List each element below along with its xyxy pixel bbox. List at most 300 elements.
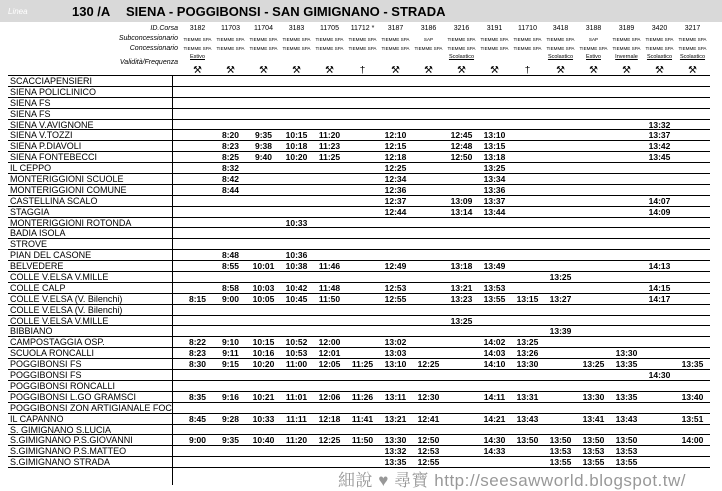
departure-time: 10:33: [285, 217, 308, 228]
departure-time: 13:55: [615, 457, 638, 468]
stop-name: STROVE: [10, 239, 48, 250]
stop-name: BADIA ISOLA: [10, 228, 66, 239]
departure-time: 10:53: [285, 348, 308, 359]
departure-time: 13:10: [483, 130, 506, 141]
departure-time: 13:34: [483, 174, 506, 185]
departure-time: 13:31: [516, 391, 539, 402]
departure-time: 11:41: [351, 413, 374, 424]
stop-name: S.GIMIGNANO P.S.MATTEO: [10, 446, 127, 457]
stop-row: [8, 228, 710, 239]
departure-time: 12:25: [417, 359, 440, 370]
concessionario: TIEMME SPA: [414, 46, 443, 51]
departure-time: 8:48: [221, 250, 239, 261]
stop-name: CASTELLINA SCALO: [10, 195, 98, 206]
stop-name: SIENA POLICLINICO: [10, 86, 97, 97]
departure-time: 11:46: [318, 261, 341, 272]
validita: Scolastico: [448, 54, 475, 60]
departure-time: 12:10: [384, 130, 407, 141]
subconcessionario: TIEMME SPA: [447, 37, 476, 42]
departure-time: 13:35: [615, 391, 638, 402]
run-id: 3191: [486, 25, 503, 32]
departure-time: 12:41: [417, 413, 440, 424]
run-id: 11710: [518, 25, 537, 32]
departure-time: 12:55: [384, 293, 407, 304]
hammer-icon: ⚒: [292, 66, 301, 75]
departure-time: 10:20: [285, 152, 308, 163]
departure-time: 9:40: [254, 152, 272, 163]
departure-time: 13:25: [450, 315, 473, 326]
subconcessionario: TIEMME SPA: [282, 37, 311, 42]
stop-name: SCACCIAPENSIERI: [10, 76, 93, 86]
departure-time: 14:09: [648, 206, 671, 217]
departure-time: 10:36: [285, 250, 308, 261]
departure-time: 8:45: [188, 413, 206, 424]
stop-name: STAGGIA: [10, 206, 50, 217]
run-id: 3217: [684, 25, 701, 32]
departure-time: 11:25: [351, 359, 374, 370]
departure-time: 11:20: [285, 435, 308, 446]
departure-time: 10:03: [252, 282, 275, 293]
departure-time: 9:38: [254, 141, 272, 152]
departure-time: 13:42: [648, 141, 671, 152]
departure-time: 8:35: [188, 391, 206, 402]
stop-name: BIBBIANO: [10, 326, 53, 337]
departure-time: 12:15: [384, 141, 407, 152]
stop-row: [8, 98, 710, 109]
validita: Scolastico: [679, 54, 706, 60]
run-id: 3182: [189, 25, 206, 32]
run-id: 3418: [552, 25, 569, 32]
departure-time: 12:00: [318, 337, 341, 348]
departure-time: 13:49: [483, 261, 506, 272]
departure-time: 12:36: [384, 184, 407, 195]
stop-name: COLLE V.ELSA (V. Bilenchi): [10, 293, 123, 304]
stop-name: POGGIBONSI L.GO GRAMSCI: [10, 391, 137, 402]
hammer-icon: ⚒: [556, 66, 565, 75]
departure-time: 13:50: [615, 435, 638, 446]
stop-name: MONTERIGGIONI ROTONDA: [10, 217, 132, 228]
departure-time: 10:40: [252, 435, 275, 446]
stop-name: SIENA FS: [10, 108, 51, 119]
departure-time: 13:43: [615, 413, 638, 424]
concessionario: TIEMME SPA: [513, 46, 542, 51]
departure-time: 10:20: [252, 359, 275, 370]
stop-name: BELVEDERE: [10, 261, 64, 272]
concessionario: TIEMME SPA: [249, 46, 278, 51]
stop-name: MONTERIGGIONI SCUOLE: [10, 174, 124, 185]
watermark: 細說 ♥ 尋寶 http://seesawworld.blogspot.tw/: [338, 471, 686, 490]
departure-time: 12:25: [384, 163, 407, 174]
departure-time: 8:20: [221, 130, 239, 141]
departure-time: 9:35: [254, 130, 272, 141]
hammer-icon: ⚒: [193, 66, 202, 75]
departure-time: 8:25: [221, 152, 239, 163]
hammer-icon: ⚒: [259, 66, 268, 75]
subconcessionario: TIEMME SPA: [381, 37, 410, 42]
departure-time: 13:53: [615, 446, 638, 457]
departure-time: 13:14: [450, 206, 473, 217]
stop-name: MONTERIGGIONI COMUNE: [10, 184, 127, 195]
departure-time: 13:23: [450, 293, 473, 304]
departure-time: 11:20: [318, 130, 341, 141]
departure-time: 13:18: [450, 261, 473, 272]
departure-time: 13:35: [615, 359, 638, 370]
departure-time: 14:11: [483, 391, 506, 402]
departure-time: 9:28: [221, 413, 239, 424]
stop-row: [8, 141, 710, 152]
stop-row: [8, 294, 710, 305]
validita: Invernale: [615, 54, 638, 60]
departure-time: 12:50: [417, 435, 440, 446]
stop-name: SIENA V.AVIGNONE: [10, 119, 94, 130]
stop-name: POGGIBONSI RONCALLI: [10, 380, 116, 391]
concessionario: TIEMME SPA: [645, 46, 674, 51]
run-id: 3187: [387, 25, 404, 32]
departure-time: 12:49: [384, 261, 407, 272]
concessionario-row: [181, 44, 711, 53]
validita: Scolastico: [547, 54, 574, 60]
concessionario: TIEMME SPA: [579, 46, 608, 51]
stop-row: [8, 239, 710, 250]
frequency-icon-row: [181, 66, 711, 75]
stop-row: [8, 152, 710, 163]
run-id: 11705: [320, 25, 339, 32]
stop-row: [8, 403, 710, 414]
departure-time: 8:44: [221, 184, 239, 195]
concessionario: TIEMME SPA: [315, 46, 344, 51]
departure-time: 13:26: [516, 348, 539, 359]
departure-time: 13:51: [681, 413, 704, 424]
departure-time: 12:06: [318, 391, 341, 402]
subconcessionario: SAP: [588, 37, 599, 42]
departure-time: 13:30: [516, 359, 539, 370]
departure-time: 12:55: [417, 457, 440, 468]
departure-time: 14:03: [483, 348, 506, 359]
subconcessionario-label: Subconcessionario: [118, 35, 178, 42]
departure-time: 14:00: [681, 435, 704, 446]
departure-time: 10:15: [252, 337, 275, 348]
run-id: 3420: [651, 25, 668, 32]
stop-row: [8, 87, 710, 98]
timetable-header: [0, 0, 722, 22]
departure-time: 14:13: [648, 261, 671, 272]
hammer-icon: ⚒: [688, 66, 697, 75]
departure-time: 13:15: [483, 141, 506, 152]
departure-time: 11:50: [318, 293, 341, 304]
departure-time: 8:42: [221, 174, 239, 185]
departure-time: 11:11: [286, 413, 307, 424]
departure-time: 11:23: [318, 141, 341, 152]
run-id: 11704: [254, 25, 273, 32]
departure-time: 13:32: [648, 119, 671, 130]
subconcessionario: TIEMME SPA: [546, 37, 575, 42]
subconcessionario: TIEMME SPA: [612, 37, 641, 42]
departure-time: 12:53: [384, 282, 407, 293]
departure-time: 10:15: [285, 130, 308, 141]
cross-icon: †: [359, 66, 366, 75]
departure-time: 13:15: [516, 293, 539, 304]
departure-time: 13:50: [549, 435, 572, 446]
stop-row: [8, 250, 710, 261]
departure-time: 13:21: [384, 413, 407, 424]
validita-row: [181, 53, 711, 62]
departure-time: 9:00: [221, 293, 239, 304]
departure-time: 8:32: [221, 163, 239, 174]
subconcessionario-row: [181, 35, 711, 44]
departure-time: 10:52: [285, 337, 308, 348]
departure-time: 9:15: [221, 359, 239, 370]
run-id: 11703: [221, 25, 240, 32]
departure-time: 13:21: [450, 282, 473, 293]
run-id: 3183: [288, 25, 305, 32]
departure-time: 13:53: [483, 282, 506, 293]
concessionario: TIEMME SPA: [612, 46, 641, 51]
departure-time: 14:30: [648, 370, 671, 381]
cross-icon: †: [524, 66, 531, 75]
stop-row: [8, 76, 710, 87]
departure-time: 12:01: [318, 348, 341, 359]
hammer-icon: ⚒: [226, 66, 235, 75]
departure-time: 10:45: [285, 293, 308, 304]
stop-name: SIENA V.TOZZI: [10, 130, 73, 141]
stop-row: [8, 316, 710, 327]
departure-time: 13:25: [483, 163, 506, 174]
departure-time: 12:34: [384, 174, 407, 185]
concessionario: TIEMME SPA: [183, 46, 212, 51]
departure-time: 13:36: [483, 184, 506, 195]
departure-time: 13:25: [549, 272, 572, 283]
run-id-row: [181, 24, 711, 33]
departure-time: 11:50: [351, 435, 374, 446]
departure-time: 9:35: [221, 435, 239, 446]
validita: Estivo: [190, 54, 205, 60]
run-id: 3189: [618, 25, 635, 32]
stop-name: POGGIBONSI ZON ARTIGIANALE FOC: [10, 402, 172, 413]
departure-time: 14:30: [483, 435, 506, 446]
stop-row: [8, 348, 710, 359]
departure-time: 10:21: [252, 391, 275, 402]
stop-row: [8, 392, 710, 403]
departure-time: 11:00: [285, 359, 308, 370]
departure-time: 13:43: [516, 413, 539, 424]
stop-row: [8, 283, 710, 294]
stop-row: [8, 370, 710, 381]
stop-row: [8, 261, 710, 272]
departure-time: 9:16: [221, 391, 239, 402]
departure-time: 12:18: [318, 413, 341, 424]
departure-time: 8:30: [188, 359, 206, 370]
column-divider: [172, 75, 173, 485]
departure-time: 11:01: [285, 391, 308, 402]
stop-row: [8, 326, 710, 337]
departure-time: 10:38: [285, 261, 308, 272]
stop-row: [8, 109, 710, 120]
concessionario-label: Concessionario: [129, 45, 178, 52]
departure-time: 12:05: [318, 359, 341, 370]
line-number: 130 /A: [72, 4, 111, 19]
stop-name: S.GIMIGNANO P.S.GIOVANNI: [10, 435, 133, 446]
hammer-icon: ⚒: [391, 66, 400, 75]
stop-name: POGGIBONSI FS: [10, 359, 82, 370]
subconcessionario: SAP: [423, 37, 434, 42]
departure-time: 13:25: [516, 337, 539, 348]
departure-time: 8:15: [188, 293, 206, 304]
stop-name: SIENA P.DIAVOLI: [10, 141, 82, 152]
stop-row: [8, 207, 710, 218]
departure-time: 12:44: [384, 206, 407, 217]
stop-row: [8, 381, 710, 392]
validita: Scolastico: [646, 54, 673, 60]
departure-time: 13:18: [483, 152, 506, 163]
departure-time: 8:23: [221, 141, 239, 152]
concessionario: TIEMME SPA: [348, 46, 377, 51]
departure-time: 10:16: [252, 348, 275, 359]
stop-name: COLLE V.ELSA V.MILLE: [10, 272, 109, 283]
departure-time: 13:53: [582, 446, 605, 457]
departure-time: 12:18: [384, 152, 407, 163]
stop-name: S. GIMIGNANO S.LUCIA: [10, 424, 112, 435]
stop-name: S.GIMIGNANO STRADA: [10, 457, 111, 468]
stop-name: SIENA FS: [10, 97, 51, 108]
departure-time: 13:35: [681, 359, 704, 370]
departure-time: 14:07: [648, 195, 671, 206]
subconcessionario: TIEMME SPA: [249, 37, 278, 42]
departure-time: 11:48: [318, 282, 341, 293]
stop-row: [8, 414, 710, 425]
concessionario: TIEMME SPA: [216, 46, 245, 51]
departure-time: 13:35: [384, 457, 407, 468]
departure-time: 12:45: [450, 130, 473, 141]
stop-name: PIAN DEL CASONE: [10, 250, 92, 261]
concessionario: TIEMME SPA: [678, 46, 707, 51]
departure-time: 11:25: [318, 152, 341, 163]
validita: Estivo: [586, 54, 601, 60]
departure-time: 14:33: [483, 446, 506, 457]
stop-name: CAMPOSTAGGIA OSP.: [10, 337, 105, 348]
stop-row: [8, 425, 710, 436]
stop-row: [8, 446, 710, 457]
departure-time: 12:30: [417, 391, 440, 402]
departure-time: 13:37: [648, 130, 671, 141]
departure-time: 12:25: [318, 435, 341, 446]
departure-time: 13:03: [384, 348, 407, 359]
departure-time: 13:37: [483, 195, 506, 206]
departure-time: 12:50: [450, 152, 473, 163]
concessionario: TIEMME SPA: [447, 46, 476, 51]
departure-time: 13:25: [582, 359, 605, 370]
concessionario: TIEMME SPA: [381, 46, 410, 51]
departure-time: 8:55: [221, 261, 239, 272]
subconcessionario: TIEMME SPA: [480, 37, 509, 42]
validita-label: Validità/Frequenza: [119, 59, 178, 66]
departure-time: 14:15: [648, 282, 671, 293]
concessionario: TIEMME SPA: [480, 46, 509, 51]
concessionario: TIEMME SPA: [282, 46, 311, 51]
departure-time: 8:23: [188, 348, 206, 359]
departure-time: 9:00: [188, 435, 206, 446]
departure-time: 9:10: [221, 337, 239, 348]
departure-time: 13:55: [549, 457, 572, 468]
departure-time: 13:55: [582, 457, 605, 468]
hammer-icon: ⚒: [457, 66, 466, 75]
stop-row: [8, 163, 710, 174]
departure-time: 13:50: [582, 435, 605, 446]
departure-time: 13:55: [483, 293, 506, 304]
departure-time: 13:44: [483, 206, 506, 217]
departure-time: 13:30: [582, 391, 605, 402]
run-id: 3186: [420, 25, 437, 32]
departure-time: 13:40: [681, 391, 704, 402]
departure-time: 13:41: [582, 413, 605, 424]
departure-time: 12:37: [384, 195, 407, 206]
stop-row: [8, 174, 710, 185]
timetable-grid: [8, 75, 710, 468]
linea-label: Linea: [8, 7, 28, 16]
stop-row: [8, 130, 710, 141]
stop-name: COLLE V.ELSA (V. Bilenchi): [10, 304, 123, 315]
stop-name: COLLE V.ELSA V.MILLE: [10, 315, 109, 326]
subconcessionario: TIEMME SPA: [678, 37, 707, 42]
stop-row: [8, 185, 710, 196]
departure-time: 8:22: [188, 337, 206, 348]
departure-time: 13:30: [384, 435, 407, 446]
stop-name: POGGIBONSI FS: [10, 370, 82, 381]
hammer-icon: ⚒: [655, 66, 664, 75]
stop-row: [8, 218, 710, 229]
departure-time: 10:33: [252, 413, 275, 424]
stop-name: COLLE CALP: [10, 282, 66, 293]
departure-time: 10:05: [252, 293, 275, 304]
stop-row: [8, 272, 710, 283]
run-id: 3216: [453, 25, 470, 32]
run-id: 11712 *: [350, 25, 375, 32]
departure-time: 13:11: [384, 391, 407, 402]
departure-time: 14:21: [483, 413, 506, 424]
departure-time: 14:17: [648, 293, 671, 304]
stop-name: SCUOLA RONCALLI: [10, 348, 95, 359]
stop-row: [8, 337, 710, 348]
subconcessionario: TIEMME SPA: [348, 37, 377, 42]
departure-time: 10:42: [285, 282, 308, 293]
stop-row: [8, 120, 710, 131]
departure-time: 11:26: [351, 391, 374, 402]
departure-time: 14:02: [483, 337, 506, 348]
concessionario: TIEMME SPA: [546, 46, 575, 51]
departure-time: 12:53: [417, 446, 440, 457]
stop-row: [8, 196, 710, 207]
subconcessionario: TIEMME SPA: [216, 37, 245, 42]
hammer-icon: ⚒: [325, 66, 334, 75]
hammer-icon: ⚒: [589, 66, 598, 75]
departure-time: 13:30: [615, 348, 638, 359]
departure-time: 13:39: [549, 326, 572, 337]
subconcessionario: TIEMME SPA: [645, 37, 674, 42]
hammer-icon: ⚒: [490, 66, 499, 75]
stop-row: [8, 359, 710, 370]
run-id: 3188: [585, 25, 602, 32]
departure-time: 9:11: [222, 348, 239, 359]
stop-name: IL CEPPO: [10, 163, 52, 174]
departure-time: 10:01: [252, 261, 275, 272]
hammer-icon: ⚒: [622, 66, 631, 75]
departure-time: 13:50: [516, 435, 539, 446]
departure-time: 8:58: [221, 282, 239, 293]
departure-time: 13:53: [549, 446, 572, 457]
stop-name: IL CAPANNO: [10, 413, 64, 424]
departure-time: 13:09: [450, 195, 473, 206]
stop-row: [8, 435, 710, 446]
departure-time: 14:10: [483, 359, 506, 370]
